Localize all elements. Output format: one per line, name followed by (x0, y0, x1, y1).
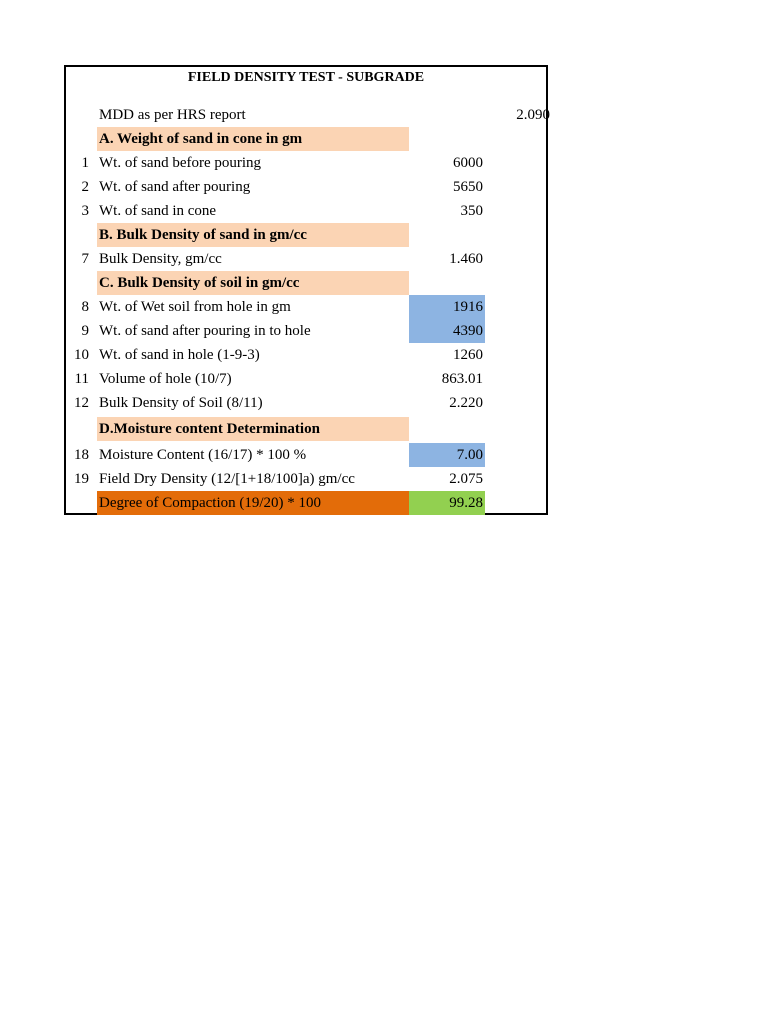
row-label: Moisture Content (16/17) * 100 % (99, 447, 307, 463)
row-label: Wt. of sand before pouring (99, 155, 262, 171)
table-row (66, 367, 546, 391)
row-value: 863.01 (441, 371, 483, 387)
row-number: 12 (74, 395, 89, 411)
row-number: 9 (81, 323, 89, 339)
row-number: 11 (74, 371, 89, 387)
degree-of-compaction-row (66, 491, 546, 515)
mdd-label: MDD as per HRS report (99, 107, 246, 123)
table-row (66, 151, 546, 175)
table-row (66, 391, 546, 415)
row-number: 1 (81, 155, 89, 171)
section-label: A. Weight of sand in cone in gm (97, 127, 409, 151)
row-value: 2.075 (449, 471, 483, 487)
row-label: Bulk Density of Soil (8/11) (99, 395, 263, 411)
input-cell[interactable]: 1916 (409, 295, 485, 319)
row-label: Wt. of sand after pouring (99, 179, 251, 195)
section-row-b (66, 223, 546, 247)
table-row (66, 295, 546, 319)
row-number: 2 (81, 179, 89, 195)
mdd-row (66, 103, 550, 127)
row-number: 10 (74, 347, 89, 363)
table-row (66, 467, 546, 491)
input-cell[interactable]: 4390 (409, 319, 485, 343)
section-row-a (66, 127, 546, 151)
row-number: 19 (74, 471, 89, 487)
row-value: 5650 (453, 179, 483, 195)
row-value: 2.220 (449, 395, 483, 411)
section-row-d (66, 417, 546, 441)
row-number: 8 (81, 299, 89, 315)
row-label: Field Dry Density (12/[1+18/100]a) gm/cc (99, 471, 355, 487)
table-row (66, 343, 546, 367)
row-value: 350 (460, 203, 483, 219)
row-label: Wt. of sand in hole (1-9-3) (99, 347, 260, 363)
row-value: 1260 (453, 347, 483, 363)
sheet-title: FIELD DENSITY TEST - SUBGRADE (187, 70, 425, 85)
row-label: Wt. of sand in cone (99, 203, 217, 219)
table-row (66, 175, 546, 199)
final-value: 99.28 (409, 491, 485, 515)
input-cell[interactable]: 7.00 (409, 443, 485, 467)
row-value: 1.460 (449, 251, 483, 267)
section-label: D.Moisture content Determination (97, 417, 409, 441)
table-row (66, 247, 546, 271)
row-number: 7 (81, 251, 89, 267)
field-density-sheet (64, 65, 548, 515)
section-label: C. Bulk Density of soil in gm/cc (97, 271, 409, 295)
table-row (66, 199, 546, 223)
mdd-value: 2.090 (516, 107, 550, 123)
table-row (66, 319, 546, 343)
row-value: 6000 (453, 155, 483, 171)
table-row (66, 443, 546, 467)
row-number: 3 (81, 203, 89, 219)
row-label: Volume of hole (10/7) (99, 371, 232, 387)
row-number: 18 (74, 447, 89, 463)
row-label: Wt. of sand after pouring in to hole (99, 323, 311, 339)
section-label: B. Bulk Density of sand in gm/cc (97, 223, 409, 247)
final-label: Degree of Compaction (19/20) * 100 (97, 491, 409, 515)
row-label: Bulk Density, gm/cc (99, 251, 222, 267)
section-row-c (66, 271, 546, 295)
row-label: Wt. of Wet soil from hole in gm (99, 299, 291, 315)
